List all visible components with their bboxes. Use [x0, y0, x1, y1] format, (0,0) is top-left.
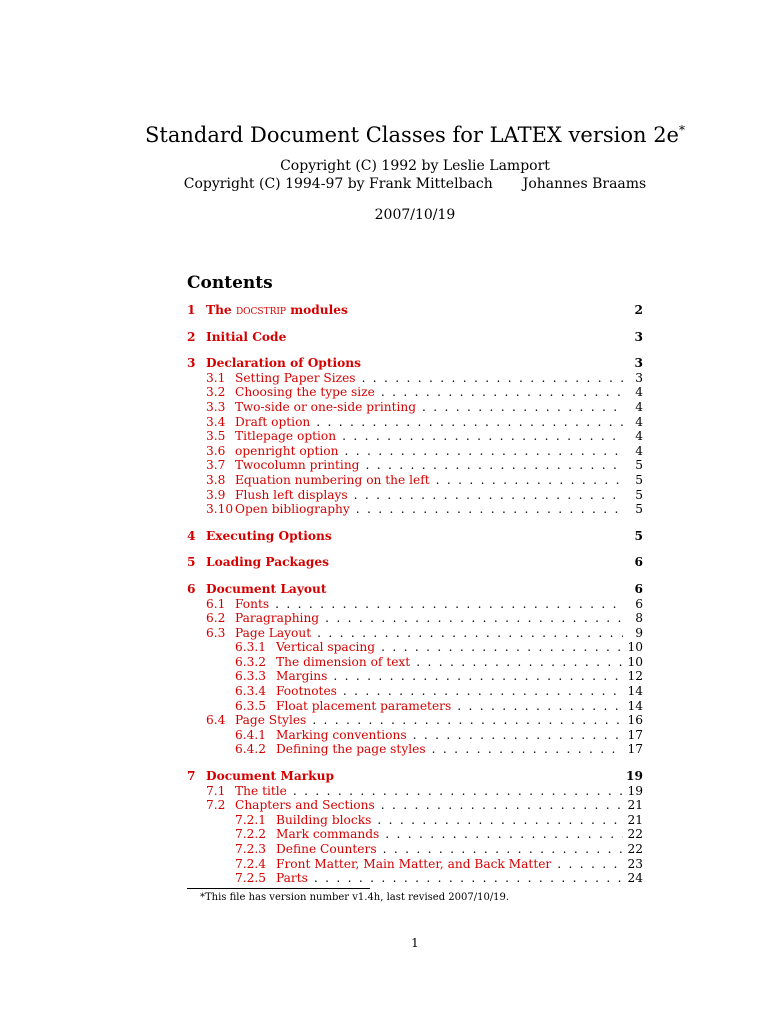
- toc-leader: [293, 784, 623, 799]
- latex-logo: LATEX: [489, 123, 562, 147]
- footnote-rule: [187, 888, 370, 889]
- toc-subsection-3-2[interactable]: [187, 385, 643, 400]
- toc-subsubsection-6-3-5[interactable]: [187, 699, 643, 714]
- toc-number: 6.4.2: [235, 742, 267, 757]
- toc-leader: [432, 742, 623, 757]
- toc-title[interactable]: Defining the page styles: [276, 742, 426, 757]
- toc-number: 6: [187, 581, 196, 596]
- toc-title[interactable]: Two-side or one-side printing: [235, 399, 417, 414]
- toc-leader: [377, 813, 623, 828]
- toc-title[interactable]: Choosing the type size: [235, 385, 375, 400]
- toc-number: 3.5: [206, 429, 226, 444]
- toc-leader: [381, 385, 623, 400]
- toc-subsubsection-7-2-3[interactable]: [187, 842, 643, 857]
- toc-number: 7.1: [206, 783, 226, 798]
- toc-title[interactable]: Flush left displays: [235, 487, 348, 502]
- toc-page: 4: [635, 414, 643, 429]
- toc-number: 7.2.4: [235, 856, 267, 871]
- toc-subsubsection-7-2-1[interactable]: [187, 813, 643, 828]
- toc-leader: [356, 502, 623, 517]
- author-line-1: [0, 157, 768, 175]
- toc-leader: [385, 827, 623, 842]
- toc-subsubsection-7-2-4[interactable]: [187, 857, 643, 872]
- toc-page: 4: [635, 429, 643, 444]
- toc-subsection-7-2[interactable]: [187, 798, 643, 813]
- toc-page: 12: [627, 669, 643, 684]
- toc-subsubsection-6-4-1[interactable]: [187, 728, 643, 743]
- toc-page: 6: [634, 581, 643, 596]
- toc-number: 7.2: [206, 798, 226, 813]
- toc-leader: [383, 842, 623, 857]
- toc-leader: [325, 611, 623, 626]
- toc-number: 3.2: [206, 385, 226, 400]
- toc-page: 14: [627, 684, 643, 699]
- toc-leader: [354, 488, 623, 503]
- toc-title[interactable]: Document Layout: [206, 581, 327, 596]
- toc-leader: [333, 669, 623, 684]
- toc-subsection-6-3[interactable]: [187, 626, 643, 641]
- toc-title[interactable]: Fonts: [235, 596, 270, 611]
- toc-page: 5: [635, 487, 643, 502]
- toc-page: 4: [635, 443, 643, 458]
- toc-title[interactable]: Open bibliography: [235, 502, 350, 517]
- toc-section-7[interactable]: [187, 769, 643, 784]
- toc-leader: [436, 473, 623, 488]
- toc-title[interactable]: Draft option: [235, 414, 311, 429]
- document-date: 2007/10/19: [374, 207, 456, 223]
- toc-title[interactable]: Building blocks: [276, 812, 372, 827]
- footnote-mark: *: [679, 123, 685, 137]
- toc-subsubsection-6-3-1[interactable]: [187, 640, 643, 655]
- toc-subsection-3-10[interactable]: [187, 502, 643, 517]
- toc-page: 6: [635, 596, 643, 611]
- toc-page: 10: [627, 640, 643, 655]
- toc-number: 1: [187, 303, 196, 317]
- toc-page: 3: [634, 329, 643, 344]
- toc-title[interactable]: Marking conventions: [276, 727, 407, 742]
- toc-leader: [362, 371, 623, 386]
- toc-number: 2: [187, 329, 196, 344]
- author-line-2: [0, 175, 768, 193]
- toc-section-2[interactable]: [187, 330, 643, 345]
- toc-page: 6: [634, 555, 643, 570]
- toc-subsection-6-2[interactable]: [187, 611, 643, 626]
- toc-title[interactable]: Footnotes: [276, 684, 337, 699]
- toc-title[interactable]: Document Markup: [206, 769, 334, 784]
- toc-subsubsection-7-2-5[interactable]: [187, 871, 643, 886]
- toc-title[interactable]: Vertical spacing: [276, 640, 376, 655]
- toc-title[interactable]: Define Counters: [276, 842, 377, 856]
- toc-title[interactable]: Initial Code: [206, 329, 287, 344]
- title-version: version 2e: [561, 123, 679, 147]
- toc-number: 7.2.5: [235, 871, 267, 886]
- toc-number: 6.4: [206, 713, 226, 728]
- toc-title[interactable]: Margins: [276, 669, 328, 684]
- toc-subsubsection-7-2-2[interactable]: [187, 827, 643, 842]
- toc-number: 7: [187, 769, 196, 784]
- toc-leader: [422, 400, 623, 415]
- toc-title[interactable]: Loading Packages: [206, 555, 330, 570]
- toc-page: 2: [634, 303, 643, 317]
- toc-page: 8: [635, 611, 643, 626]
- toc-number: 6.3.2: [235, 654, 267, 669]
- toc-section-6[interactable]: [187, 582, 643, 597]
- toc-leader: [343, 684, 623, 699]
- toc-number: 6.3.4: [235, 684, 267, 699]
- toc-subsection-6-1[interactable]: [187, 597, 643, 612]
- toc-title[interactable]: The dimension of text: [276, 654, 411, 669]
- toc-number: 3.1: [206, 370, 226, 385]
- toc-number: 3.6: [206, 443, 226, 458]
- toc-page: 5: [634, 528, 643, 543]
- toc-subsection-3-8[interactable]: [187, 473, 643, 488]
- toc-title[interactable]: Equation numbering on the left: [235, 472, 430, 487]
- toc-leader: [381, 798, 623, 813]
- toc-subsection-6-4[interactable]: [187, 713, 643, 728]
- toc-title[interactable]: Page Layout: [235, 625, 312, 640]
- toc-number: 7.2.1: [235, 812, 267, 827]
- table-of-contents: [187, 303, 643, 886]
- toc-page: 5: [635, 458, 643, 473]
- toc-section-3[interactable]: [187, 356, 643, 371]
- toc-number: 3.4: [206, 414, 226, 429]
- toc-subsubsection-6-3-3[interactable]: [187, 669, 643, 684]
- toc-title[interactable]: Page Styles: [235, 713, 307, 728]
- toc-page: 4: [635, 399, 643, 414]
- toc-leader: [275, 597, 623, 612]
- toc-title[interactable]: Mark commands: [276, 827, 380, 842]
- toc-number: 4: [187, 528, 196, 543]
- toc-subsection-3-5[interactable]: [187, 429, 643, 444]
- toc-leader: [413, 728, 623, 743]
- toc-page: 10: [627, 654, 643, 669]
- toc-number: 3.3: [206, 399, 226, 414]
- toc-title[interactable]: The title: [235, 783, 287, 798]
- toc-leader: [312, 713, 623, 728]
- toc-title[interactable]: Declaration of Options: [206, 356, 361, 371]
- toc-page: 21: [627, 798, 643, 813]
- toc-subsubsection-6-4-2[interactable]: [187, 742, 643, 757]
- toc-title-part: modules: [285, 303, 348, 317]
- toc-title[interactable]: Paragraphing: [235, 611, 320, 626]
- toc-number: 3.10: [206, 502, 234, 517]
- toc-page: 22: [627, 827, 643, 842]
- toc-page: 22: [627, 842, 643, 856]
- toc-page: 17: [627, 742, 643, 757]
- toc-page: 23: [627, 856, 643, 871]
- toc-number: 6.1: [206, 596, 226, 611]
- toc-number: 3.7: [206, 458, 226, 473]
- toc-number: 6.4.1: [235, 727, 267, 742]
- toc-number: 6.3.5: [235, 698, 267, 713]
- toc-number: 6.3.1: [235, 640, 267, 655]
- toc-number: 7.2.2: [235, 827, 267, 842]
- toc-title[interactable]: openright option: [235, 443, 339, 458]
- toc-leader: [557, 857, 623, 872]
- toc-leader: [342, 429, 623, 444]
- toc-number: 3: [187, 356, 196, 371]
- toc-page: 3: [635, 370, 643, 385]
- toc-subsection-3-4[interactable]: [187, 415, 643, 430]
- toc-title[interactable]: Titlepage option: [235, 429, 337, 444]
- toc-page: 3: [634, 356, 643, 371]
- toc-title[interactable]: [206, 303, 635, 318]
- toc-number: 6.2: [206, 611, 226, 626]
- toc-page: 19: [627, 783, 643, 798]
- toc-page: 17: [627, 727, 643, 742]
- document-title: [0, 117, 768, 148]
- toc-leader: [416, 655, 623, 670]
- toc-page: 16: [627, 713, 643, 728]
- toc-page: 14: [627, 698, 643, 713]
- toc-title[interactable]: Setting Paper Sizes: [235, 370, 356, 385]
- toc-title[interactable]: Front Matter, Main Matter, and Back Matter: [276, 856, 552, 871]
- toc-subsection-3-9[interactable]: [187, 488, 643, 503]
- toc-page: 4: [635, 385, 643, 400]
- title-text: Standard Document Classes for: [145, 123, 490, 147]
- toc-number: 3.9: [206, 487, 226, 502]
- toc-page: 21: [627, 812, 643, 827]
- toc-subsection-3-3[interactable]: [187, 400, 643, 415]
- toc-leader: [381, 640, 623, 655]
- toc-page: 19: [626, 769, 643, 784]
- author-3: Johannes Braams: [522, 176, 647, 192]
- toc-title[interactable]: Chapters and Sections: [235, 798, 375, 813]
- toc-subsubsection-6-3-2[interactable]: [187, 655, 643, 670]
- toc-title[interactable]: Float placement parameters: [276, 698, 452, 713]
- toc-section-5[interactable]: [187, 555, 643, 570]
- toc-number: 6.3.3: [235, 669, 267, 684]
- toc-number: 3.8: [206, 472, 226, 487]
- toc-leader: [317, 626, 623, 641]
- toc-title[interactable]: Twocolumn printing: [235, 458, 360, 473]
- toc-number: 7.2.3: [235, 842, 267, 856]
- toc-title[interactable]: Executing Options: [206, 528, 332, 543]
- author-1: Copyright (C) 1992 by Leslie Lamport: [280, 158, 550, 174]
- toc-page: 9: [635, 625, 643, 640]
- page-number: 1: [411, 936, 419, 950]
- toc-section-4[interactable]: [187, 529, 643, 544]
- toc-subsection-3-6[interactable]: [187, 444, 643, 459]
- toc-page: 5: [635, 502, 643, 517]
- toc-number: 6.3: [206, 625, 226, 640]
- toc-subsubsection-6-3-4[interactable]: [187, 684, 643, 699]
- toc-leader: [365, 458, 623, 473]
- toc-leader: [316, 415, 623, 430]
- toc-section-1[interactable]: [187, 303, 643, 318]
- toc-leader: [344, 444, 623, 459]
- toc-leader: [457, 699, 623, 714]
- toc-subsection-3-7[interactable]: [187, 458, 643, 473]
- toc-subsection-3-1[interactable]: [187, 371, 643, 386]
- toc-number: 5: [187, 555, 196, 570]
- footnote: *This file has version number v1.4h, last revised 2007/10/19.: [200, 892, 510, 903]
- toc-leader: [314, 871, 623, 886]
- toc-page: 5: [635, 472, 643, 487]
- toc-subsection-7-1[interactable]: [187, 784, 643, 799]
- author-2: Copyright (C) 1994-97 by Frank Mittelbach: [183, 176, 493, 192]
- toc-title-part: The: [206, 303, 236, 317]
- toc-title[interactable]: Parts: [276, 871, 308, 886]
- toc-page: 24: [627, 871, 643, 886]
- contents-heading: Contents: [187, 273, 273, 293]
- toc-title-smallcaps: docstrip: [235, 303, 286, 317]
